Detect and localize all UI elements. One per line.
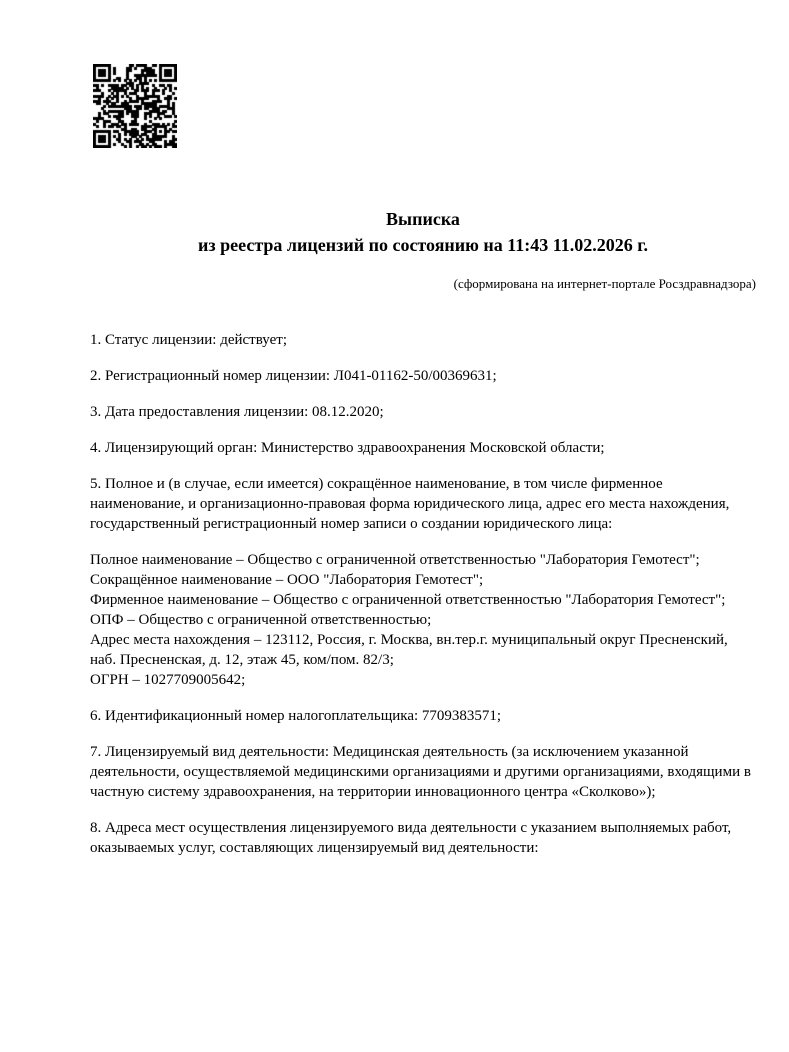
org-full-name: Полное наименование – Общество с ограниченной ответственностью "Лаборатория Гемотест"; (90, 552, 700, 568)
title-line-1: Выписка (386, 209, 460, 229)
paragraph-registration-number: 2. Регистрационный номер лицензии: Л041-01162-50/00369631; (90, 368, 497, 384)
document-title (90, 206, 756, 258)
paragraph-activity-addresses-intro: 8. Адреса мест осуществления лицензируемого вида деятельности с указанием выполняемых работ, оказываемых услуг, составляющих лицензируемый вид деятельности: (90, 820, 732, 856)
org-short-name: Сокращённое наименование – ООО "Лаборатория Гемотест"; (90, 572, 484, 588)
document-body (90, 330, 756, 858)
qr-code-icon (93, 64, 177, 148)
paragraph-licensing-authority: 4. Лицензирующий орган: Министерство здравоохранения Московской области; (90, 440, 605, 456)
org-details-block (90, 550, 756, 690)
org-legal-form: ОПФ – Общество с ограниченной ответственностью; (90, 612, 432, 628)
paragraph-licensed-activity: 7. Лицензируемый вид деятельности: Медицинская деятельность (за исключением указанной деятельности, осуществляемой медицинскими организациями и другими организациями, входящими в частную систему здравоохранения, на территории инновационного центра «Сколково»); (90, 744, 751, 800)
document-content (90, 206, 756, 874)
org-ogrn: ОГРН – 1027709005642; (90, 672, 246, 688)
org-address: Адрес места нахождения – 123112, Россия, г. Москва, вн.тер.г. муниципальный округ Пресненский, наб. Пресненская, д. 12, этаж 45, ком/пом. 82/3; (90, 632, 728, 668)
paragraph-org-names-intro: 5. Полное и (в случае, если имеется) сокращённое наименование, в том числе фирменное наименование, и организационно-правовая форма юридического лица, адрес его места нахождения, государственный регистрационный номер записи о создании юридического лица: (90, 476, 730, 532)
org-brand-name: Фирменное наименование – Общество с ограниченной ответственностью "Лаборатория Гемотест"; (90, 592, 726, 608)
paragraph-license-status: 1. Статус лицензии: действует; (90, 332, 287, 348)
paragraph-inn: 6. Идентификационный номер налогоплательщика: 7709383571; (90, 708, 502, 724)
paragraph-grant-date: 3. Дата предоставления лицензии: 08.12.2020; (90, 404, 384, 420)
title-line-2: из реестра лицензий по состоянию на 11:43 11.02.2026 г. (198, 235, 648, 255)
document-subtitle: (сформирована на интернет-портале Росздравнадзора) (453, 276, 756, 291)
